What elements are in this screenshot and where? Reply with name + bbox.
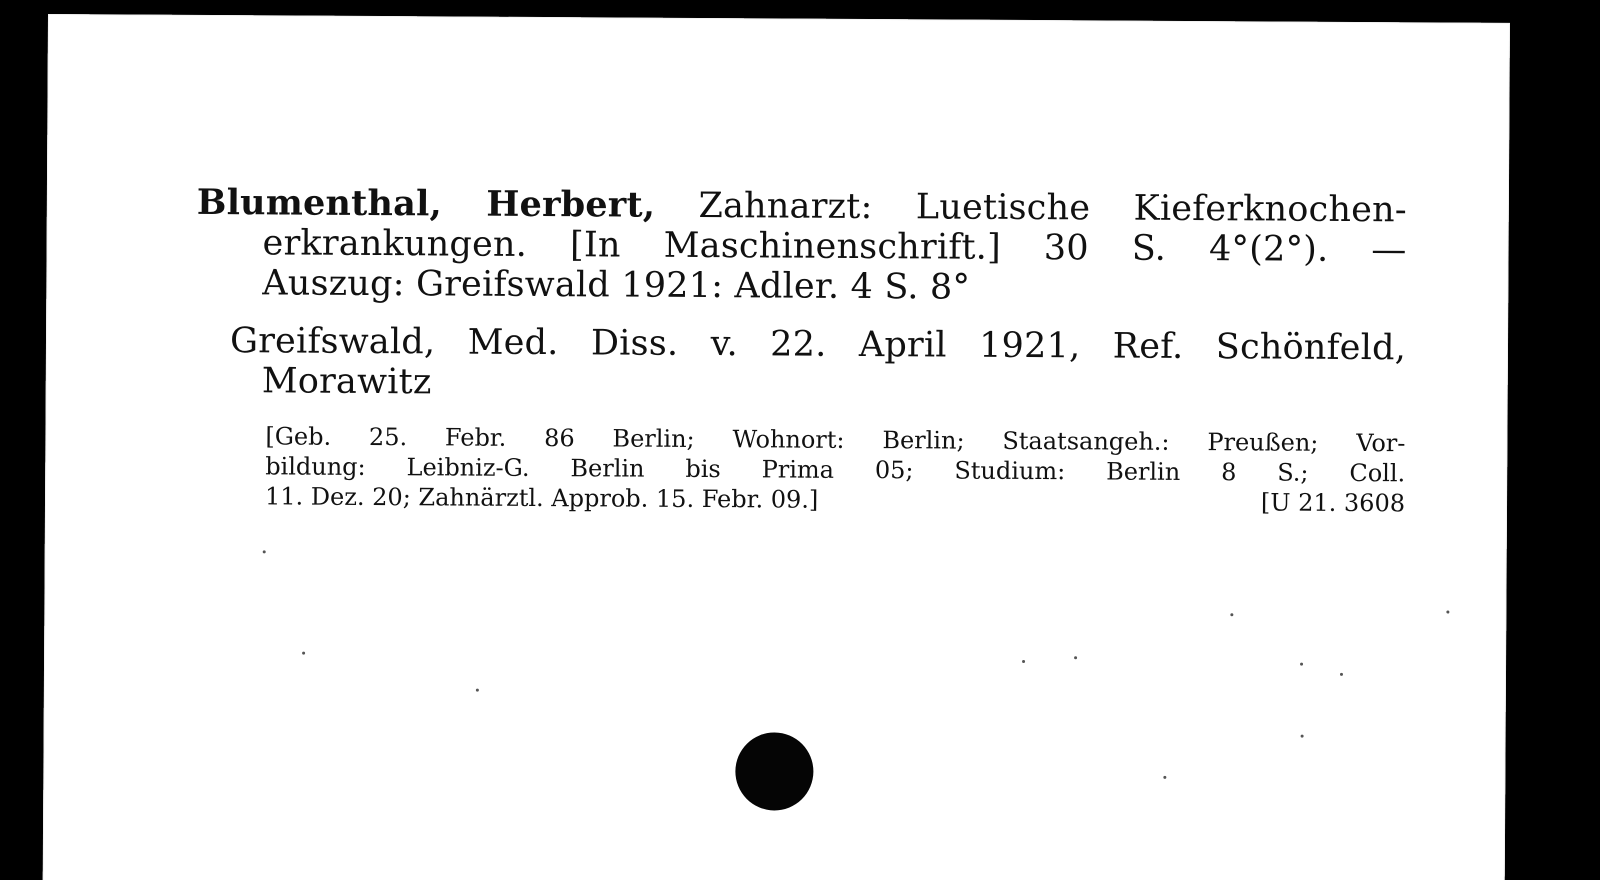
bio-line-3-text: 11. Dez. 20; Zahnärztl. Approb. 15. Febr. 09.] <box>264 482 819 514</box>
scan-speck <box>1301 735 1304 738</box>
scan-speck <box>263 550 266 553</box>
author-name: Blumenthal, Herbert, <box>196 181 656 226</box>
title-start: Zahnarzt: Luetische Kieferknochen- <box>698 185 1407 231</box>
scan-speck <box>1446 611 1449 614</box>
biographical-note <box>195 421 1406 518</box>
punch-hole <box>735 732 813 810</box>
catalog-number: [U 21. 3608 <box>1260 488 1406 518</box>
catalog-entry <box>195 183 1407 518</box>
entry-line-3: Auszug: Greifswald 1921: Adler. 4 S. 8° <box>262 263 971 308</box>
scan-speck <box>476 689 479 692</box>
bio-line-1: [Geb. 25. Febr. 86 Berlin; Wohnort: Berlin; Staatsangeh.: Preußen; Vor- <box>265 422 1406 458</box>
scan-speck <box>1340 673 1343 676</box>
bio-line-2: bildung: Leibniz-G. Berlin bis Prima 05; Studium: Berlin 8 S.; Coll. <box>265 452 1406 488</box>
catalog-card <box>43 14 1510 880</box>
scan-speck <box>1074 656 1077 659</box>
scan-speck <box>1300 663 1303 666</box>
referees-line: Morawitz <box>261 361 432 403</box>
scan-speck <box>1022 660 1025 663</box>
entry-line-2: erkrankungen. [In Maschinenschrift.] 30 S. 4°(2°). — <box>262 223 1407 271</box>
scan-speck <box>1230 613 1233 616</box>
scan-speck <box>1163 776 1166 779</box>
dissertation-line: Greifswald, Med. Diss. v. 22. April 1921, Ref. Schönfeld, <box>229 321 1407 369</box>
scan-speck <box>302 652 305 655</box>
